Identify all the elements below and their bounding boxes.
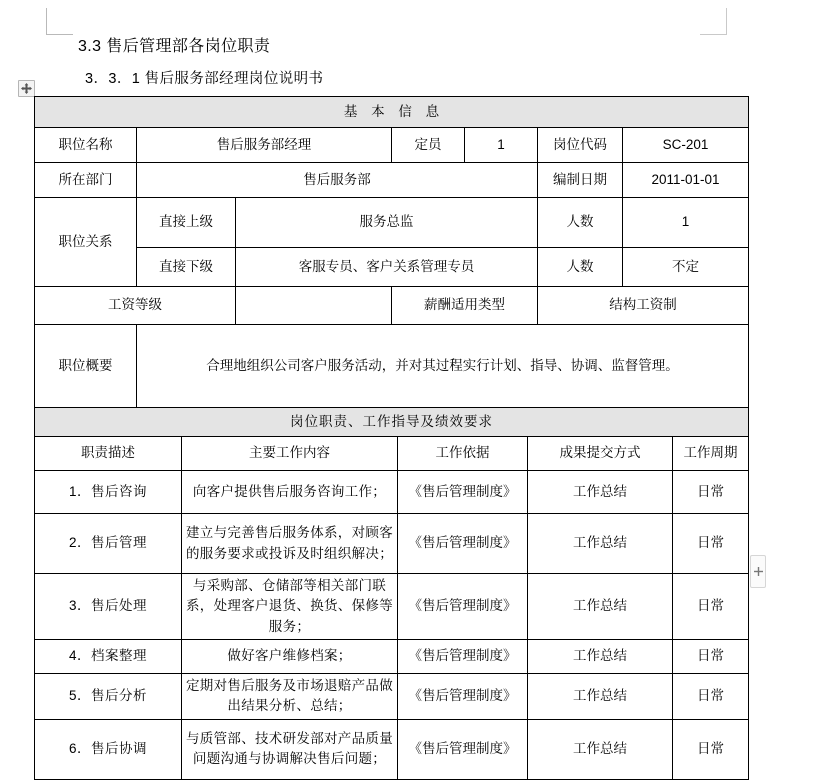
compile-date-label: 编制日期	[538, 163, 623, 198]
table-row	[35, 514, 749, 574]
duty-table	[34, 407, 749, 780]
table-row	[35, 163, 749, 198]
duty-content: 做好客户维修档案；	[182, 639, 398, 673]
subordinate-count-label: 人数	[538, 248, 623, 287]
headcount-label: 定员	[392, 128, 465, 163]
position-summary-label: 职位概要	[35, 325, 137, 408]
duty-cycle: 日常	[673, 574, 749, 640]
duty-deliverable: 工作总结	[528, 574, 673, 640]
table-row	[35, 408, 749, 437]
table-row	[35, 574, 749, 640]
position-name-label: 职位名称	[35, 128, 137, 163]
duty-cycle: 日常	[673, 639, 749, 673]
page-corner-mark-top-left	[46, 8, 73, 35]
duty-name: 2．售后管理	[35, 514, 182, 574]
table-row	[35, 719, 749, 779]
duty-deliverable: 工作总结	[528, 471, 673, 514]
table-row	[35, 325, 749, 408]
duty-cycle: 日常	[673, 673, 749, 719]
duty-name: 5．售后分析	[35, 673, 182, 719]
column-header-deliverable: 成果提交方式	[528, 437, 673, 471]
direct-subordinate-value[interactable]: 客服专员、客户关系管理专员	[236, 248, 538, 287]
column-header-duty-description: 职责描述	[35, 437, 182, 471]
duty-basis: 《售后管理制度》	[398, 719, 528, 779]
duty-name: 3．售后处理	[35, 574, 182, 640]
duty-basis: 《售后管理制度》	[398, 574, 528, 640]
position-code-value[interactable]: SC-201	[623, 128, 749, 163]
superior-count-label: 人数	[538, 198, 623, 248]
position-summary-value[interactable]: 合理地组织公司客户服务活动，并对其过程实行计划、指导、协调、监督管理。	[137, 325, 749, 408]
basic-info-table	[34, 96, 749, 408]
duty-content: 定期对售后服务及市场退赔产品做出结果分析、总结；	[182, 673, 398, 719]
superior-count-value[interactable]: 1	[623, 198, 749, 248]
duty-content: 向客户提供售后服务咨询工作；	[182, 471, 398, 514]
column-header-main-work: 主要工作内容	[182, 437, 398, 471]
duty-deliverable: 工作总结	[528, 514, 673, 574]
table-row	[35, 97, 749, 128]
salary-type-value[interactable]: 结构工资制	[538, 287, 749, 325]
duty-content: 建立与完善售后服务体系，对顾客的服务要求或投诉及时组织解决；	[182, 514, 398, 574]
duty-name: 6．售后协调	[35, 719, 182, 779]
direct-subordinate-label: 直接下级	[137, 248, 236, 287]
page-corner-mark-top-right	[700, 8, 727, 35]
duty-content: 与采购部、仓储部等相关部门联系，处理客户退货、换货、保修等服务；	[182, 574, 398, 640]
plus-icon	[754, 567, 763, 576]
table-row	[35, 673, 749, 719]
table-move-handle[interactable]	[18, 80, 35, 97]
table-row	[35, 128, 749, 163]
duty-cycle: 日常	[673, 514, 749, 574]
duty-name: 1．售后咨询	[35, 471, 182, 514]
duty-content: 与质管部、技术研发部对产品质量问题沟通与协调解决售后问题；	[182, 719, 398, 779]
duty-basis: 《售后管理制度》	[398, 639, 528, 673]
insert-row-button[interactable]	[750, 555, 766, 588]
heading-section-3-3-1: 3．3．1 售后服务部经理岗位说明书	[85, 71, 324, 87]
headcount-value[interactable]: 1	[465, 128, 538, 163]
table-row	[35, 248, 749, 287]
duty-section-title: 岗位职责、工作指导及绩效要求	[35, 408, 749, 437]
column-header-work-basis: 工作依据	[398, 437, 528, 471]
compile-date-value[interactable]: 2011-01-01	[623, 163, 749, 198]
duty-cycle: 日常	[673, 719, 749, 779]
heading-section-3-3: 3.3 售后管理部各岗位职责	[78, 38, 271, 55]
duty-deliverable: 工作总结	[528, 639, 673, 673]
position-relation-label: 职位关系	[35, 198, 137, 287]
position-code-label: 岗位代码	[538, 128, 623, 163]
duty-deliverable: 工作总结	[528, 673, 673, 719]
wage-grade-value[interactable]	[236, 287, 392, 325]
position-name-value[interactable]: 售后服务部经理	[137, 128, 392, 163]
salary-type-label: 薪酬适用类型	[392, 287, 538, 325]
table-row	[35, 471, 749, 514]
subordinate-count-value[interactable]: 不定	[623, 248, 749, 287]
table-row	[35, 639, 749, 673]
duty-basis: 《售后管理制度》	[398, 471, 528, 514]
duty-deliverable: 工作总结	[528, 719, 673, 779]
direct-superior-label: 直接上级	[137, 198, 236, 248]
duty-basis: 《售后管理制度》	[398, 514, 528, 574]
table-row	[35, 287, 749, 325]
department-value[interactable]: 售后服务部	[137, 163, 538, 198]
duty-name: 4．档案整理	[35, 639, 182, 673]
wage-grade-label: 工资等级	[35, 287, 236, 325]
table-header-row	[35, 437, 749, 471]
table-row	[35, 198, 749, 248]
basic-info-section-title: 基 本 信 息	[35, 97, 749, 128]
move-handle-icon	[21, 83, 32, 94]
duty-cycle: 日常	[673, 471, 749, 514]
department-label: 所在部门	[35, 163, 137, 198]
column-header-work-cycle: 工作周期	[673, 437, 749, 471]
duty-basis: 《售后管理制度》	[398, 673, 528, 719]
direct-superior-value[interactable]: 服务总监	[236, 198, 538, 248]
